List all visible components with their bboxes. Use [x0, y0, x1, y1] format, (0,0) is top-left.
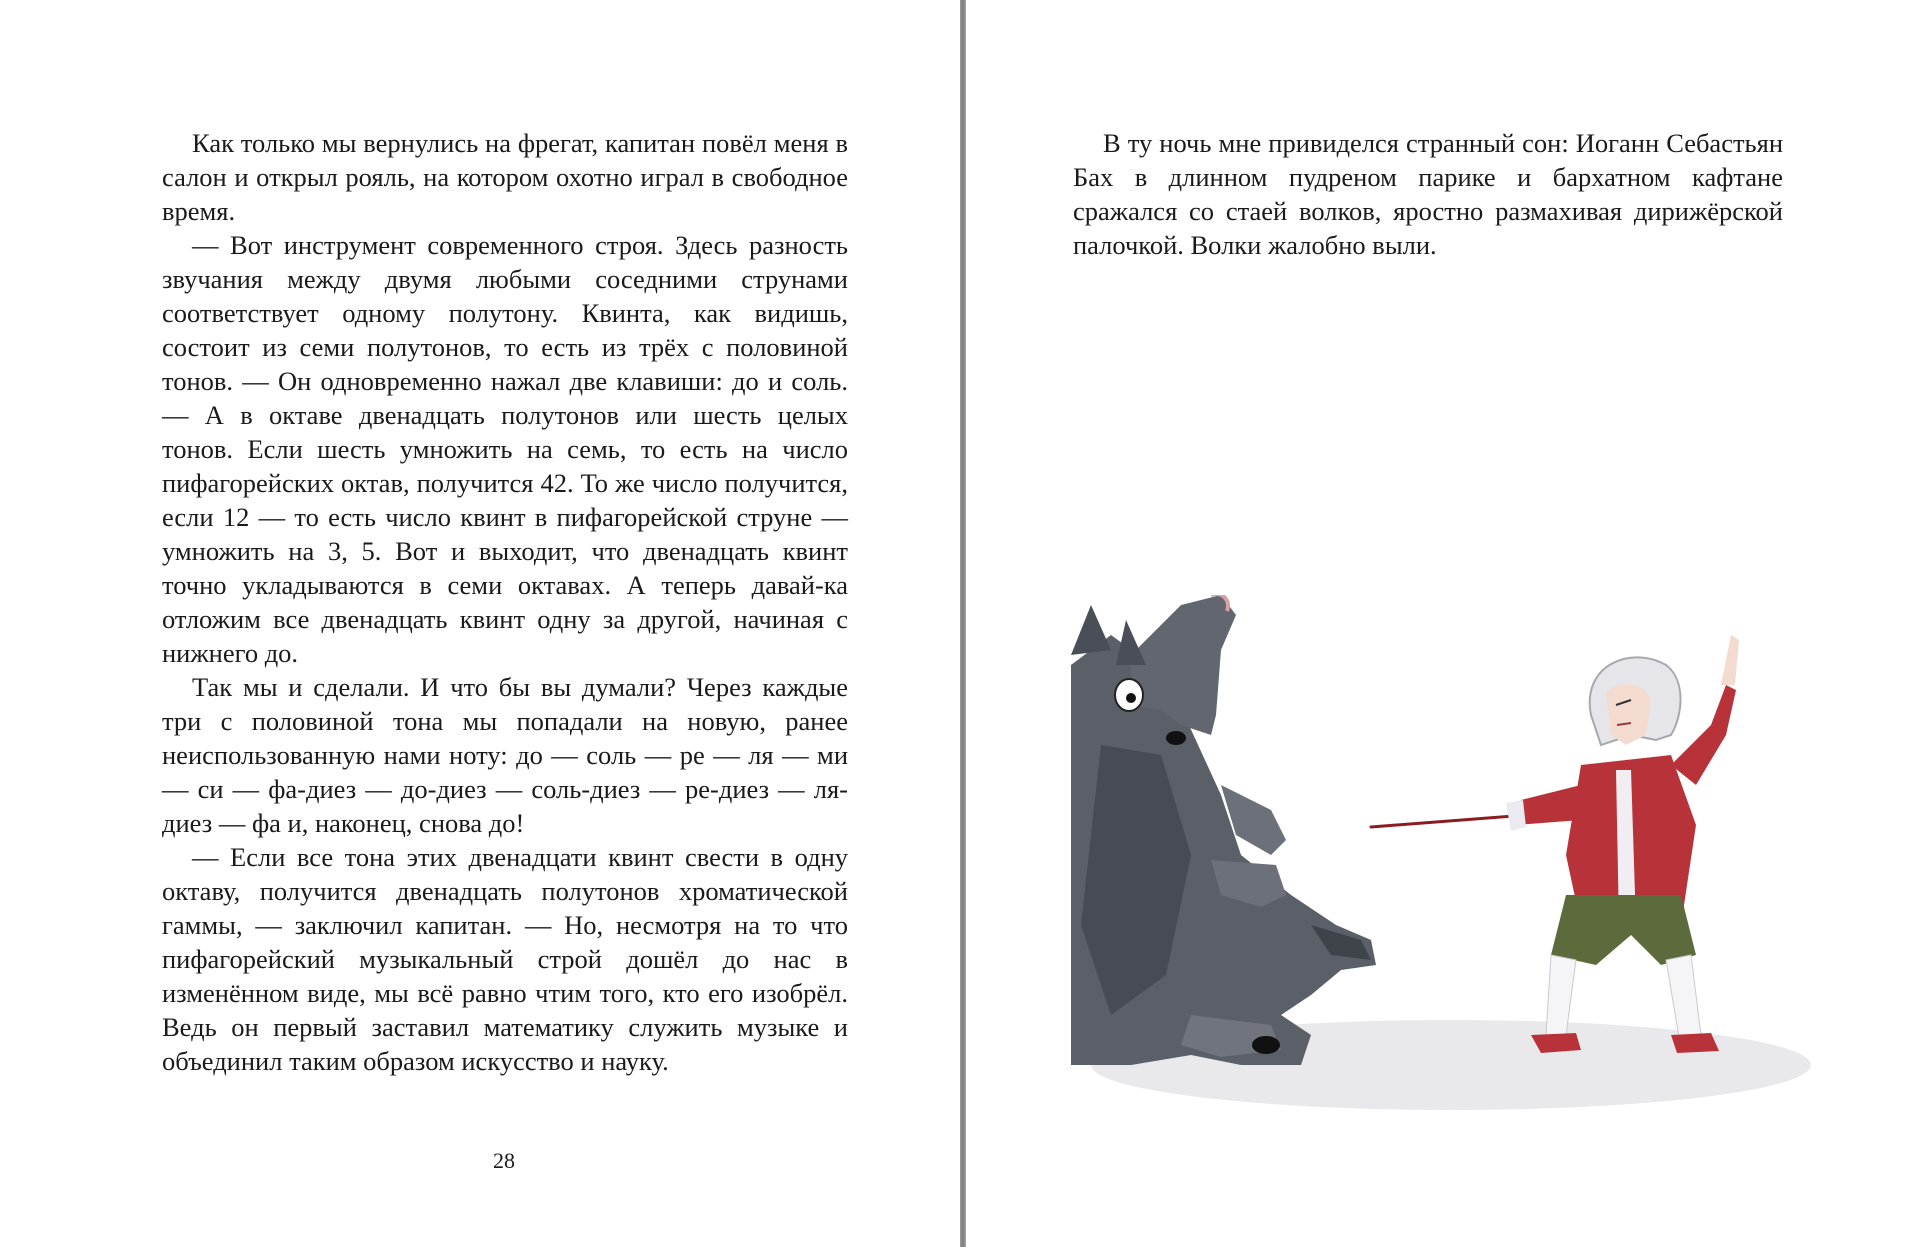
left-page-text [162, 126, 848, 1078]
paragraph: В ту ночь мне привиделся странный сон: Иоганн Себастьян Бах в длинном пудреном парике и бархатном кафтане сражался со стаей волков, яростно размахивая дирижёрской палочкой. Волки жалобно выли. [1073, 128, 1783, 260]
illustration-bach-and-wolf [1071, 595, 1821, 1115]
wolf-figure [1071, 595, 1376, 1065]
paragraph: Так мы и сделали. И что бы вы думали? Через каждые три с половиной тона мы попадали на новую, ранее неиспользованную нами ноту: до — соль — ре — ля — ми — си — фа-диез — до-диез — соль-диез — ре-диез — ля-диез — фа и, наконец, снова до! [162, 672, 848, 838]
paragraph: — Если все тона этих двенадцати квинт свести в одну октаву, получится двенадцать полутонов хроматической гаммы, — заключил капитан. — Но, несмотря на то что пифагорейский музыкальный строй дошёл до нас в изменённом виде, мы всё равно чтим того, кто его изобрёл. Ведь он первый заставил математику служить музыке и объединил таким образом искусство и науку. [162, 842, 848, 1076]
bach-figure [1506, 635, 1739, 1053]
paragraph: Как только мы вернулись на фрегат, капитан повёл меня в салон и открыл рояль, на котором охотно играл в свободное время. [162, 128, 848, 226]
paragraph: — Вот инструмент современного строя. Здесь разность звучания между двумя любыми соседними струнами соответствует одному полутону. Квинта, как видишь, состоит из семи полутонов, то есть из трёх с половиной тонов. — Он одновременно нажал две клавиши: до и соль. — А в октаве двенадцать полутонов или шесть целых тонов. Если шесть умножить на семь, то есть на число пифагорейских октав, получится 42. То же число получится, если 12 — то есть число квинт в пифагорейской струне — умножить на 3, 5. Вот и выходит, что двенадцать квинт точно укладываются в семи октавах. А теперь давай-ка отложим все двенадцать квинт одну за другой, начиная с нижнего до. [162, 230, 848, 668]
right-page-text [1073, 126, 1783, 262]
right-page [966, 0, 1920, 1247]
page-number: 28 [493, 1148, 515, 1173]
conducting-baton [1371, 815, 1526, 827]
